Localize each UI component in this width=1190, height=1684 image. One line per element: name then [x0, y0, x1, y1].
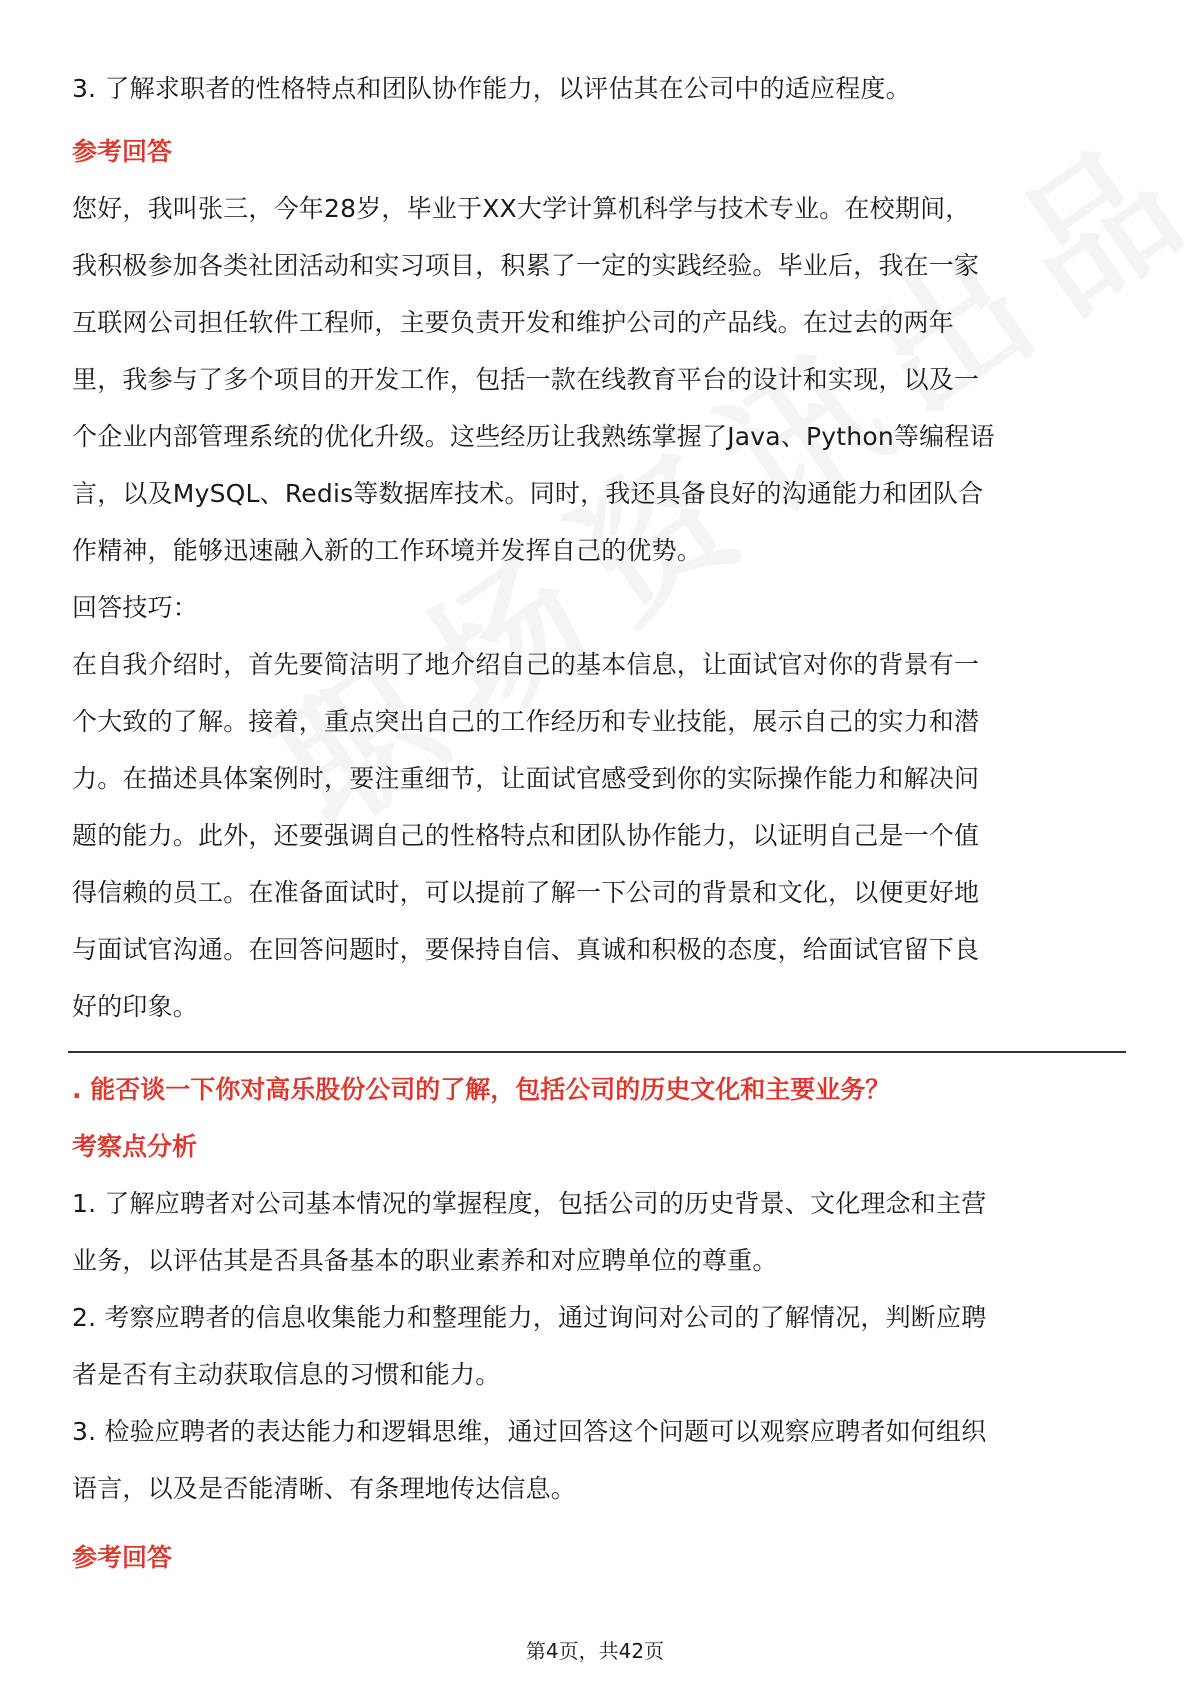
- page-number: 第4页，共42页: [525, 1639, 665, 1663]
- analysis-line: 1. 了解应聘者对公司基本情况的掌握程度，包括公司的历史背景、文化理念和主营: [72, 1189, 987, 1218]
- tips-line: 题的能力。此外，还要强调自己的性格特点和团队协作能力，以证明自己是一个值: [72, 821, 980, 850]
- tips-line: 个大致的了解。接着，重点突出自己的工作经历和专业技能，展示自己的实力和潜: [72, 707, 980, 736]
- analysis-line: 2. 考察应聘者的信息收集能力和整理能力，通过询问对公司的了解情况，判断应聘: [72, 1303, 987, 1332]
- reference-answer-body: [72, 180, 1122, 579]
- tips-line: 得信赖的员工。在准备面试时，可以提前了解一下公司的背景和文化，以便更好地: [72, 878, 980, 907]
- document-page: [72, 60, 1122, 1586]
- analysis-line: 业务，以评估其是否具备基本的职业素养和对应聘单位的尊重。: [72, 1246, 778, 1275]
- reference-answer-heading: 参考回答: [72, 137, 173, 166]
- analysis-body: [72, 1175, 1122, 1517]
- answer-line: 言，以及MySQL、Redis等数据库技术。同时，我还具备良好的沟通能力和团队合: [72, 479, 984, 508]
- analysis-line: 语言，以及是否能清晰、有条理地传达信息。: [72, 1474, 577, 1503]
- answer-tips-label: 回答技巧：: [72, 593, 199, 622]
- analysis-item-3: 3. 了解求职者的性格特点和团队协作能力，以评估其在公司中的适应程度。: [72, 74, 911, 103]
- analysis-heading: 考察点分析: [72, 1132, 198, 1161]
- answer-line: 里，我参与了多个项目的开发工作，包括一款在线教育平台的设计和实现，以及一: [72, 365, 980, 394]
- question-title: . 能否谈一下你对高乐股份公司的了解，包括公司的历史文化和主要业务？: [72, 1075, 891, 1104]
- answer-tips-body: [72, 636, 1122, 1035]
- answer-line: 个企业内部管理系统的优化升级。这些经历让我熟练掌握了Java、Python等编程语: [72, 422, 995, 451]
- answer-line: 互联网公司担任软件工程师，主要负责开发和维护公司的产品线。在过去的两年: [72, 308, 955, 337]
- tips-line: 与面试官沟通。在回答问题时，要保持自信、真诚和积极的态度，给面试官留下良: [72, 935, 980, 964]
- tips-line: 好的印象。: [72, 992, 199, 1021]
- reference-answer-heading-2: 参考回答: [72, 1543, 173, 1572]
- analysis-line: 3. 检验应聘者的表达能力和逻辑思维，通过回答这个问题可以观察应聘者如何组织: [72, 1417, 987, 1446]
- answer-line: 作精神，能够迅速融入新的工作环境并发挥自己的优势。: [72, 536, 703, 565]
- section-divider: [68, 1051, 1126, 1053]
- answer-line: 我积极参加各类社团活动和实习项目，积累了一定的实践经验。毕业后，我在一家: [72, 251, 980, 280]
- tips-line: 力。在描述具体案例时，要注重细节，让面试官感受到你的实际操作能力和解决问: [72, 764, 980, 793]
- answer-line: 您好，我叫张三，今年28岁，毕业于XX大学计算机科学与技术专业。在校期间，: [72, 194, 971, 223]
- analysis-line: 者是否有主动获取信息的习惯和能力。: [72, 1360, 501, 1389]
- tips-line: 在自我介绍时，首先要简洁明了地介绍自己的基本信息，让面试官对你的背景有一: [72, 650, 980, 679]
